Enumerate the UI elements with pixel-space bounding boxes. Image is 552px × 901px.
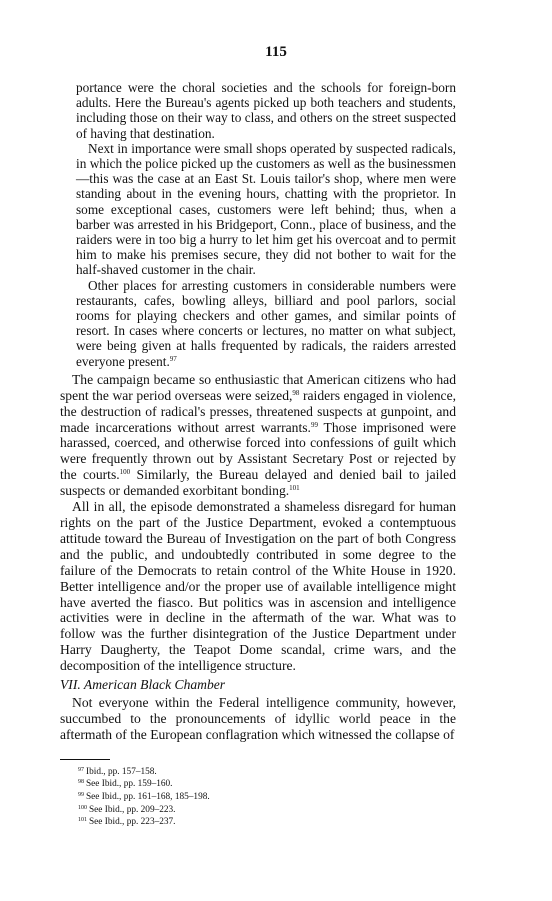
body-text: The campaign became so enthusiastic that American citizens who had spent the war period overseas were seized, <box>60 371 456 403</box>
footnote-reference: 101 <box>289 484 300 493</box>
body-text: Those imprisoned were harassed, coerced, and otherwise forced into confessions of guilt which were frequently thrown out by Assistant Secretary Post or rejected by the courts. <box>60 419 456 483</box>
page-number: 115 <box>265 44 287 60</box>
footnote-text: See Ibid., pp. 161–168, 185–198. <box>86 791 210 802</box>
footnote-marker: 100 <box>78 804 87 811</box>
footnote-list <box>60 765 456 828</box>
footnote-marker: 97 <box>78 766 84 773</box>
section-heading: VII. American Black Chamber <box>60 677 226 693</box>
footnote-reference: 99 <box>310 420 318 429</box>
footnote-marker: 101 <box>78 817 87 824</box>
footnote <box>78 777 456 790</box>
footnote-text: Ibid., pp. 157–158. <box>86 766 157 777</box>
quote-paragraph: portance were the choral societies and the schools for foreign-born adults. Here the Bureau's agents picked up both teachers and students, including those on their way to class, and others on the street suspected of having that destination. <box>76 80 456 141</box>
quote-paragraph-text: Other places for arresting customers in considerable numbers were restaurants, cafes, bowling alleys, billiard and pool parlors, social rooms for playing checkers and other games, and similar points of resort. In cases where concerts or lectures, no matter on what subject, were being given at halls frequented by radicals, the raiders arrested everyone present. <box>76 277 456 369</box>
footnote-reference: 98 <box>292 388 300 397</box>
body-paragraph: All in all, the episode demonstrated a shameless disregard for human rights on the part of the Justice Department, evoked a contemptuous attitude toward the Bureau of Investigation on the part of both Congress and the public, and undoubtedly contributed in some degree to the failure of the Democrats to retain control of the White House in 1920. Better intelligence and/or the proper use of available intelligence might have averted the fiasco. But politics was in ascension and intelligence activities were in decline in the aftermath of the war. What was to follow was the further disintegration of the Justice Department under Harry Daugherty, the Teapot Dome scandal, crime wars, and the decomposition of the intelligence structure. <box>60 499 456 674</box>
quote-paragraph <box>76 278 456 369</box>
body-text: raiders engaged in violence, the destruction of radical's presses, threatened suspects at gunpoint, and made incarcerations without arrest warrants. <box>60 387 456 435</box>
quote-paragraph: Next in importance were small shops operated by suspected radicals, in which the police picked up the customers as well as the businessmen—this was the case at an East St. Louis tailor's shop, where men were standing about in the evening hours, chatting with the proprietor. In some exceptional cases, customers were left behind; thus, when a barber was arrested in his Bridgeport, Conn., place of business, and the raiders were in too big a hurry to let him get his overcoat and to permit him to make his premises secure, they did not bother to wait for the half-shaved customer in the chair. <box>76 140 456 278</box>
footnote-marker: 99 <box>78 791 84 798</box>
footnote-marker: 98 <box>78 779 84 786</box>
body-paragraph: Not everyone within the Federal intelligence community, however, succumbed to the pronouncements of idyllic world peace in the aftermath of the European conflagration which witnessed the collapse of <box>60 695 456 742</box>
footnote <box>78 790 456 803</box>
footnote <box>78 765 456 778</box>
block-quote <box>76 80 456 369</box>
footnote-text: See Ibid., pp. 159–160. <box>86 779 173 790</box>
footnote-reference: 97 <box>169 354 177 363</box>
footnote <box>78 803 456 816</box>
footnote-text: See Ibid., pp. 209–223. <box>89 804 176 815</box>
footnote-divider <box>60 759 110 760</box>
footnote <box>78 815 456 828</box>
text-column <box>60 80 456 828</box>
body-text: Similarly, the Bureau delayed and denied bail to jailed suspects or demanded exorbitant bonding. <box>60 467 456 499</box>
body-paragraph <box>60 372 456 499</box>
footnote-text: See Ibid., pp. 223–237. <box>89 817 176 828</box>
footnote-reference: 100 <box>119 468 131 477</box>
